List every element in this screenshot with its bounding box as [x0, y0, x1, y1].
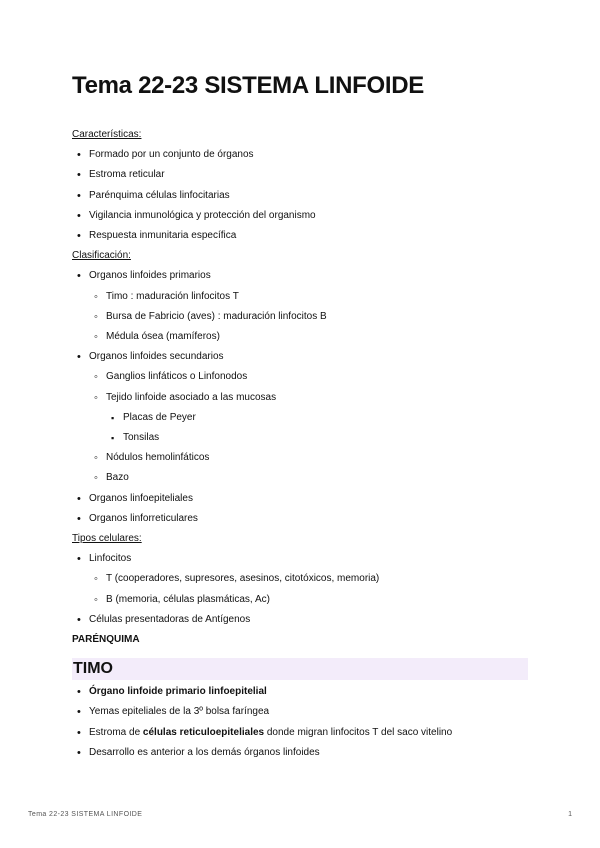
primarios-label: Organos linfoides primarios [89, 270, 211, 282]
caracteristicas-label: Características: [72, 129, 142, 140]
list-item [72, 347, 528, 488]
tipos-list [72, 549, 528, 630]
list-item [89, 388, 528, 449]
list-item: ◦ Timo : maduración linfocitos T [89, 287, 528, 307]
list-item: ◦ Bursa de Fabricio (aves) : maduración linfocitos B [89, 307, 528, 327]
list-item: ▪ Placas de Peyer [106, 408, 528, 428]
text-run: Estroma de [89, 726, 143, 738]
secundarios-list [89, 367, 528, 488]
list-item: ◦ B (memoria, células plasmáticas, Ac) [89, 590, 528, 610]
list-item: • Yemas epiteliales de la 3º bolsa faríngea [72, 702, 528, 722]
list-item: • Formado por un conjunto de órganos [72, 145, 528, 165]
secundarios-label: Organos linfoides secundarios [89, 351, 224, 363]
list-item [72, 266, 528, 347]
list-item: ◦ Médula ósea (mamíferos) [89, 327, 528, 347]
clasificacion-label: Clasificación: [72, 250, 131, 262]
parenquima-label: PARÉNQUIMA [72, 634, 140, 646]
linfocitos-label: Linfocitos [89, 553, 132, 565]
document-body [72, 125, 528, 763]
list-item: ◦ Nódulos hemolinfáticos [89, 448, 528, 468]
text-run: donde migran linfocitos T del saco vitelino [264, 726, 453, 738]
timo-item-bold: Órgano linfoide primario linfoepitelial [89, 686, 267, 698]
primarios-list [89, 287, 528, 348]
tipos-label: Tipos celulares: [72, 533, 142, 545]
list-item: • Estroma reticular [72, 165, 528, 185]
list-item: ◦ T (cooperadores, supresores, asesinos, citotóxicos, memoria) [89, 569, 528, 589]
list-item: • Vigilancia inmunológica y protección del organismo [72, 206, 528, 226]
list-item [72, 723, 528, 743]
list-item: • Respuesta inmunitaria específica [72, 226, 528, 246]
tejido-label: Tejido linfoide asociado a las mucosas [106, 391, 277, 403]
footer-title: Tema 22-23 SISTEMA LINFOIDE [28, 811, 143, 818]
list-item: ◦ Bazo [89, 468, 528, 488]
list-item: • Desarrollo es anterior a los demás órganos linfoides [72, 743, 528, 763]
tejido-list [106, 408, 528, 448]
timo-heading: TIMO [72, 658, 528, 680]
list-item [72, 549, 528, 610]
list-item: • Parénquima células linfocitarias [72, 186, 528, 206]
clasificacion-list [72, 266, 528, 529]
caracteristicas-list [72, 145, 528, 246]
linfocitos-list [89, 569, 528, 609]
page-title: Tema 22-23 SISTEMA LINFOIDE [72, 72, 424, 99]
list-item: • Células presentadoras de Antígenos [72, 610, 528, 630]
list-item: ◦ Ganglios linfáticos o Linfonodos [89, 367, 528, 387]
list-item: ▪ Tonsilas [106, 428, 528, 448]
list-item [72, 682, 528, 702]
list-item: • Organos linforreticulares [72, 509, 528, 529]
text-run-bold: células reticuloepiteliales [142, 726, 265, 738]
page-number: 1 [568, 811, 572, 818]
timo-list [72, 682, 528, 763]
list-item: • Organos linfoepiteliales [72, 489, 528, 509]
